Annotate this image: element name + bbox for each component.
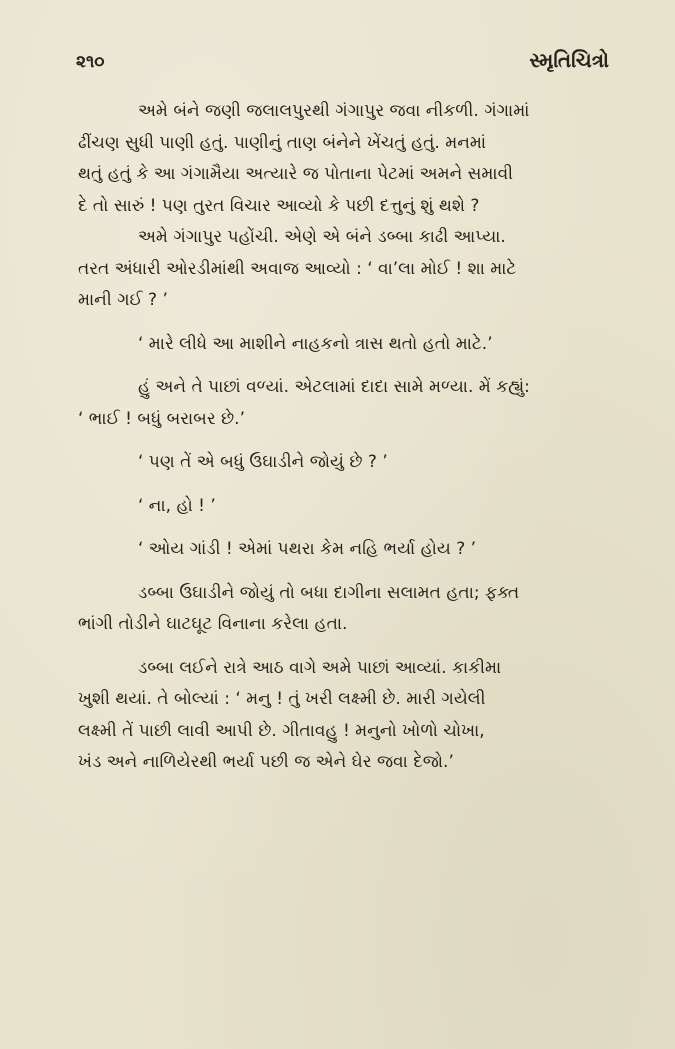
text-line: દે તો સારું ! પણ તુરત વિચાર આવ્યો કે પછી દત્તુનું શું થશે ? <box>78 195 480 216</box>
paragraph <box>108 329 609 361</box>
text-line: ‘ ઓય ગાંડી ! એમાં પથરા કેમ નહિ ભર્યા હોય ? ’ <box>138 539 477 559</box>
text-line: ‘ પણ તેં એ બધું ઉઘાડીને જોયું છે ? ’ <box>138 452 388 472</box>
text-line: ખંડ અને નાળિયેરથી ભર્યા પછી જ એને ઘેર જવા દેજો.’ <box>78 752 454 772</box>
text-line: ઢીંચણ સુધી પાણી હતું. પાણીનું તાણ બંનેને ખેંચતું હતું. મનમાં <box>78 132 487 153</box>
text-line: હું અને તે પાછાં વળ્યાં. એટલામાં દાદા સામે મળ્યા. મેં કહ્યું: <box>138 377 530 397</box>
text-line: તરત અંધારી ઓરડીમાંથી અવાજ આવ્યો : ‘ વા’લા મોઈ ! શા માટે <box>78 258 517 279</box>
text-line: ભાંગી તોડીને ઘાટઘૂટ વિનાના કરેલા હતા. <box>78 614 348 634</box>
paragraph <box>108 447 609 479</box>
page-body <box>78 96 609 779</box>
text-line: અમે બંને જણી જલાલપુરથી ગંગાપુર જવા નીકળી. ગંગામાં <box>138 101 530 121</box>
paragraph <box>78 96 609 222</box>
paragraph <box>108 491 609 523</box>
paragraph <box>78 578 609 641</box>
text-line: ‘ ભાઈ ! બધું બરાબર છે.’ <box>78 408 245 429</box>
paragraph <box>108 534 609 566</box>
text-line: અમે ગંગાપુર પહોંચી. એણે એ બંને ડબ્બા કાઢી આપ્યા. <box>138 227 506 247</box>
text-line: થતું હતું કે આ ગંગામૈયા અત્યારે જ પોતાના પેટમાં અમને સમાવી <box>78 164 514 184</box>
paragraph <box>78 653 609 779</box>
paragraph <box>78 222 609 317</box>
page-header <box>76 48 609 78</box>
text-line: ‘ મારે લીધે આ માશીને નાહકનો ત્રાસ થતો હતો માટે.’ <box>138 333 493 354</box>
page-number: ૨૧૦ <box>76 52 105 72</box>
text-line: ‘ ના, હો ! ’ <box>138 495 216 516</box>
running-title: સ્મૃતિચિત્રો <box>529 48 609 72</box>
text-line: ખુશી થયાં. તે બોલ્યાં : ‘ મનુ ! તું ખરી લક્ષ્મી છે. મારી ગયેલી <box>78 689 486 709</box>
text-line: લક્ષ્મી તેં પાછી લાવી આપી છે. ગીતાવહુ ! મનુનો ખોળો ચોખા, <box>78 720 485 741</box>
text-line: માની ગઈ ? ’ <box>78 290 168 310</box>
paragraph <box>78 372 609 435</box>
text-line: ડબ્બા ઉઘાડીને જોયું તો બધા દાગીના સલામત હતા; ફક્ત <box>138 582 520 603</box>
text-line: ડબ્બા લઈને રાત્રે આઠ વાગે અમે પાછાં આવ્યાં. કાકીમા <box>138 657 502 678</box>
